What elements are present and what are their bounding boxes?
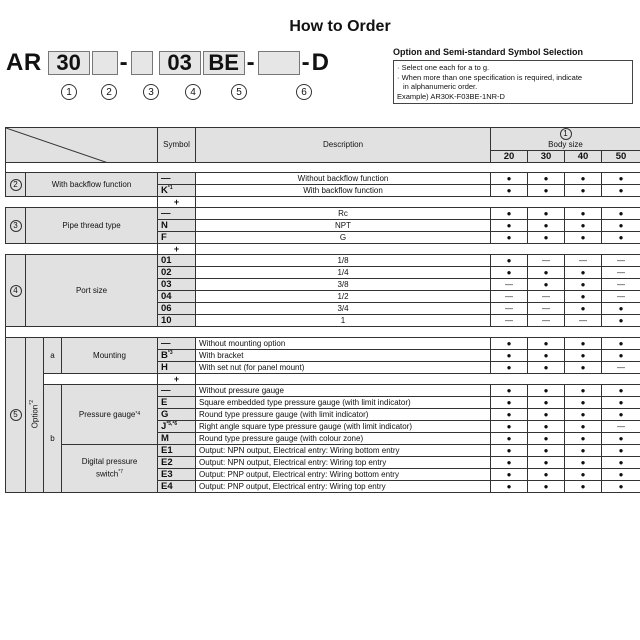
description-cell: G [196, 232, 491, 244]
header-marker: 1 [560, 128, 572, 140]
availability-cell: ● [565, 185, 602, 197]
symbol-cell [158, 303, 196, 315]
availability-cell: ● [602, 408, 640, 420]
availability-cell: ● [565, 267, 602, 279]
availability-cell: ● [565, 396, 602, 408]
availability-cell: ● [491, 456, 528, 468]
availability-cell: ● [602, 185, 640, 197]
availability-cell: ● [491, 173, 528, 185]
size-40: 40 [565, 150, 602, 162]
availability-cell: — [565, 315, 602, 327]
availability-cell: ● [565, 349, 602, 361]
section-label: With backflow function [26, 173, 158, 197]
availability-cell: ● [565, 384, 602, 396]
marker-4: 4 [185, 84, 201, 100]
option-a-label: Mounting [93, 350, 126, 360]
symbol-text: J [161, 420, 167, 432]
plus-sign: + [158, 244, 196, 255]
availability-cell: ● [528, 408, 565, 420]
description-cell: 1 [196, 315, 491, 327]
symbol-text: 04 [161, 291, 172, 303]
availability-cell: ● [565, 456, 602, 468]
description-cell: 1/8 [196, 255, 491, 267]
symbol-cell [158, 173, 196, 185]
availability-cell: ● [565, 408, 602, 420]
availability-cell: ● [602, 456, 640, 468]
availability-cell: ● [528, 468, 565, 480]
symbol-cell [158, 291, 196, 303]
description-cell: Output: NPN output, Electrical entry: Wiring bottom entry [196, 444, 491, 456]
code-box-semi-standard [258, 51, 300, 75]
plus-sign: + [158, 373, 196, 384]
availability-cell: ● [491, 185, 528, 197]
availability-cell: ● [565, 420, 602, 432]
symbol-text: E4 [161, 480, 173, 492]
header-corner [6, 128, 158, 163]
symbol-cell [158, 279, 196, 291]
availability-cell: — [491, 315, 528, 327]
availability-cell: — [602, 420, 640, 432]
availability-cell: ● [602, 444, 640, 456]
availability-cell: ● [602, 480, 640, 492]
availability-cell: ● [491, 396, 528, 408]
availability-cell: ● [565, 337, 602, 349]
availability-cell: — [491, 279, 528, 291]
marker-1: 1 [61, 84, 77, 100]
symbol-text: H [161, 361, 168, 373]
symbol-text: G [161, 408, 169, 420]
description-cell: With backflow function [196, 185, 491, 197]
code-box-thread [131, 51, 153, 75]
availability-cell: ● [528, 444, 565, 456]
availability-cell: — [565, 255, 602, 267]
availability-cell: ● [602, 432, 640, 444]
symbol-text: — [161, 208, 171, 220]
symbol-cell [158, 267, 196, 279]
symbol-cell [158, 255, 196, 267]
model-code: AR 30 - 03 BE - - D [6, 49, 330, 76]
marker-2: 2 [101, 84, 117, 100]
note-line: · Select one each for a to g. [397, 63, 490, 72]
availability-cell: ● [528, 420, 565, 432]
symbol-text: 03 [161, 279, 172, 291]
description-cell: 1/4 [196, 267, 491, 279]
symbol-cell [158, 420, 196, 432]
availability-cell: ● [602, 337, 640, 349]
symbol-text: N [161, 220, 168, 232]
marker-6: 6 [296, 84, 312, 100]
size-30: 30 [528, 150, 565, 162]
availability-cell: — [602, 255, 640, 267]
header-description: Description [196, 128, 491, 163]
description-cell: Square embedded type pressure gauge (with limit indicator) [196, 396, 491, 408]
availability-cell: ● [602, 232, 640, 244]
availability-cell: ● [565, 361, 602, 373]
page-title: How to Order [289, 18, 391, 35]
code-box-backflow [92, 51, 118, 75]
description-cell: Output: NPN output, Electrical entry: Wiring top entry [196, 456, 491, 468]
availability-cell: ● [491, 337, 528, 349]
symbol-cell [158, 456, 196, 468]
section-marker: 2 [10, 179, 22, 191]
description-cell: Output: PNP output, Electrical entry: Wiring bottom entry [196, 468, 491, 480]
availability-cell: ● [491, 384, 528, 396]
availability-cell: ● [491, 480, 528, 492]
description-cell: Round type pressure gauge (with limit indicator) [196, 408, 491, 420]
symbol-cell [158, 480, 196, 492]
availability-cell: ● [528, 432, 565, 444]
symbol-text: — [161, 384, 171, 396]
symbol-cell [158, 468, 196, 480]
section-marker: 5 [10, 409, 22, 421]
availability-cell: ● [528, 232, 565, 244]
option-letter-a: a [44, 338, 62, 373]
section-marker: 3 [10, 220, 22, 232]
symbol-cell [158, 337, 196, 349]
code-box-port-size: 03 [159, 51, 201, 75]
availability-cell: ● [528, 361, 565, 373]
availability-cell: ● [491, 432, 528, 444]
section-marker: 4 [10, 285, 22, 297]
availability-cell: ● [528, 185, 565, 197]
availability-cell: — [491, 291, 528, 303]
availability-cell: ● [602, 303, 640, 315]
availability-cell: ● [565, 232, 602, 244]
symbol-cell [158, 408, 196, 420]
symbol-note: *5,*6 [166, 420, 178, 427]
symbol-text: E2 [161, 456, 173, 468]
availability-cell: ● [491, 444, 528, 456]
symbol-cell [158, 208, 196, 220]
availability-cell: ● [528, 456, 565, 468]
availability-cell: ● [565, 279, 602, 291]
symbol-text: F [161, 232, 167, 244]
description-cell: Without pressure gauge [196, 384, 491, 396]
table-row [6, 255, 640, 267]
availability-cell: ● [491, 349, 528, 361]
symbol-cell [158, 232, 196, 244]
availability-cell: ● [491, 420, 528, 432]
pressure-gauge-label: Pressure gauge *4 [62, 385, 157, 445]
symbol-cell [158, 185, 196, 197]
description-cell: Without mounting option [196, 337, 491, 349]
symbol-text: — [161, 337, 171, 349]
symbol-cell [158, 349, 196, 361]
marker-5: 5 [231, 84, 247, 100]
availability-cell: ● [528, 173, 565, 185]
option-letter-b: b [44, 385, 62, 492]
availability-cell: — [528, 315, 565, 327]
note-example: Example) AR30K-F03BE-1NR-D [397, 91, 505, 101]
availability-cell: ● [528, 337, 565, 349]
description-cell: Right angle square type pressure gauge (with limit indicator) [196, 420, 491, 432]
symbol-cell [158, 315, 196, 327]
availability-cell: — [491, 303, 528, 315]
symbol-text: E1 [161, 444, 173, 456]
availability-cell: ● [565, 220, 602, 232]
description-cell: With bracket [196, 349, 491, 361]
availability-cell: — [602, 267, 640, 279]
symbol-text: — [161, 173, 171, 185]
order-table [5, 127, 640, 493]
symbol-note: *3 [167, 349, 173, 356]
availability-cell: ● [491, 267, 528, 279]
availability-cell: — [528, 303, 565, 315]
table-row [6, 173, 640, 185]
description-cell: Round type pressure gauge (with colour zone) [196, 432, 491, 444]
symbol-cell [158, 361, 196, 373]
symbol-text: B [161, 349, 168, 361]
availability-cell: ● [491, 408, 528, 420]
availability-cell: ● [565, 303, 602, 315]
symbol-note: *1 [167, 185, 173, 192]
model-suffix: D [311, 49, 330, 76]
table-row [6, 384, 640, 396]
availability-cell: ● [565, 480, 602, 492]
availability-cell: ● [491, 232, 528, 244]
symbol-text: E3 [161, 468, 173, 480]
note-box [393, 60, 633, 104]
availability-cell: ● [565, 468, 602, 480]
availability-cell: ● [565, 173, 602, 185]
availability-cell: — [528, 255, 565, 267]
availability-cell: ● [528, 384, 565, 396]
symbol-cell [158, 432, 196, 444]
marker-3: 3 [143, 84, 159, 100]
diagonal-line-icon [6, 128, 158, 162]
description-cell: 1/2 [196, 291, 491, 303]
availability-cell: ● [528, 279, 565, 291]
symbol-text: 06 [161, 303, 172, 315]
description-cell: 3/4 [196, 303, 491, 315]
symbol-text: 02 [161, 267, 172, 279]
note-line: in alphanumeric order. [403, 82, 478, 91]
table-row [6, 208, 640, 220]
symbol-text: E [161, 396, 168, 408]
model-prefix: AR [6, 49, 42, 76]
availability-cell: ● [565, 291, 602, 303]
symbol-cell [158, 444, 196, 456]
option-label: Option$^{*2}$ [29, 399, 40, 428]
availability-cell: ● [602, 396, 640, 408]
size-20: 20 [491, 150, 528, 162]
availability-cell: ● [491, 255, 528, 267]
code-box-body-size: 30 [48, 51, 90, 75]
header-body-size: Body size [491, 140, 640, 150]
note-line: · When more than one specification is required, indicate [397, 72, 583, 82]
availability-cell: ● [491, 208, 528, 220]
code-box-option: BE [203, 51, 245, 75]
availability-cell: ● [602, 208, 640, 220]
header-symbol: Symbol [158, 128, 196, 163]
symbol-text: M [161, 432, 169, 444]
availability-cell: — [602, 291, 640, 303]
availability-cell: ● [491, 361, 528, 373]
availability-cell: ● [528, 349, 565, 361]
availability-cell: ● [528, 220, 565, 232]
availability-cell: ● [528, 396, 565, 408]
availability-cell: ● [602, 220, 640, 232]
digital-switch-label: Digital pressure switch$^{*7}$ [81, 457, 138, 480]
availability-cell: ● [528, 480, 565, 492]
availability-cell: ● [602, 173, 640, 185]
description-cell: Rc [196, 208, 491, 220]
section-label: Pipe thread type [26, 208, 158, 244]
description-cell: Output: PNP output, Electrical entry: Wiring top entry [196, 480, 491, 492]
symbol-cell [158, 384, 196, 396]
symbol-cell [158, 220, 196, 232]
availability-cell: ● [528, 208, 565, 220]
availability-cell: — [602, 361, 640, 373]
description-cell: With set nut (for panel mount) [196, 361, 491, 373]
size-50: 50 [602, 150, 640, 162]
description-cell: 3/8 [196, 279, 491, 291]
note-title: Option and Semi-standard Symbol Selection [393, 47, 584, 57]
availability-cell: ● [602, 315, 640, 327]
symbol-cell [158, 396, 196, 408]
availability-cell: ● [491, 220, 528, 232]
availability-cell: ● [602, 349, 640, 361]
table-row [6, 337, 640, 349]
availability-cell: ● [602, 468, 640, 480]
availability-cell: ● [528, 267, 565, 279]
description-cell: NPT [196, 220, 491, 232]
availability-cell: — [528, 291, 565, 303]
symbol-text: 10 [161, 315, 172, 327]
plus-sign: + [158, 197, 196, 208]
availability-cell: ● [602, 384, 640, 396]
availability-cell: ● [565, 208, 602, 220]
code-markers [0, 84, 400, 104]
symbol-text: K [161, 185, 168, 197]
availability-cell: ● [565, 444, 602, 456]
section-label: Port size [26, 255, 158, 327]
description-cell: Without backflow function [196, 173, 491, 185]
availability-cell: — [602, 279, 640, 291]
availability-cell: ● [491, 468, 528, 480]
availability-cell: ● [565, 432, 602, 444]
symbol-text: 01 [161, 255, 172, 267]
